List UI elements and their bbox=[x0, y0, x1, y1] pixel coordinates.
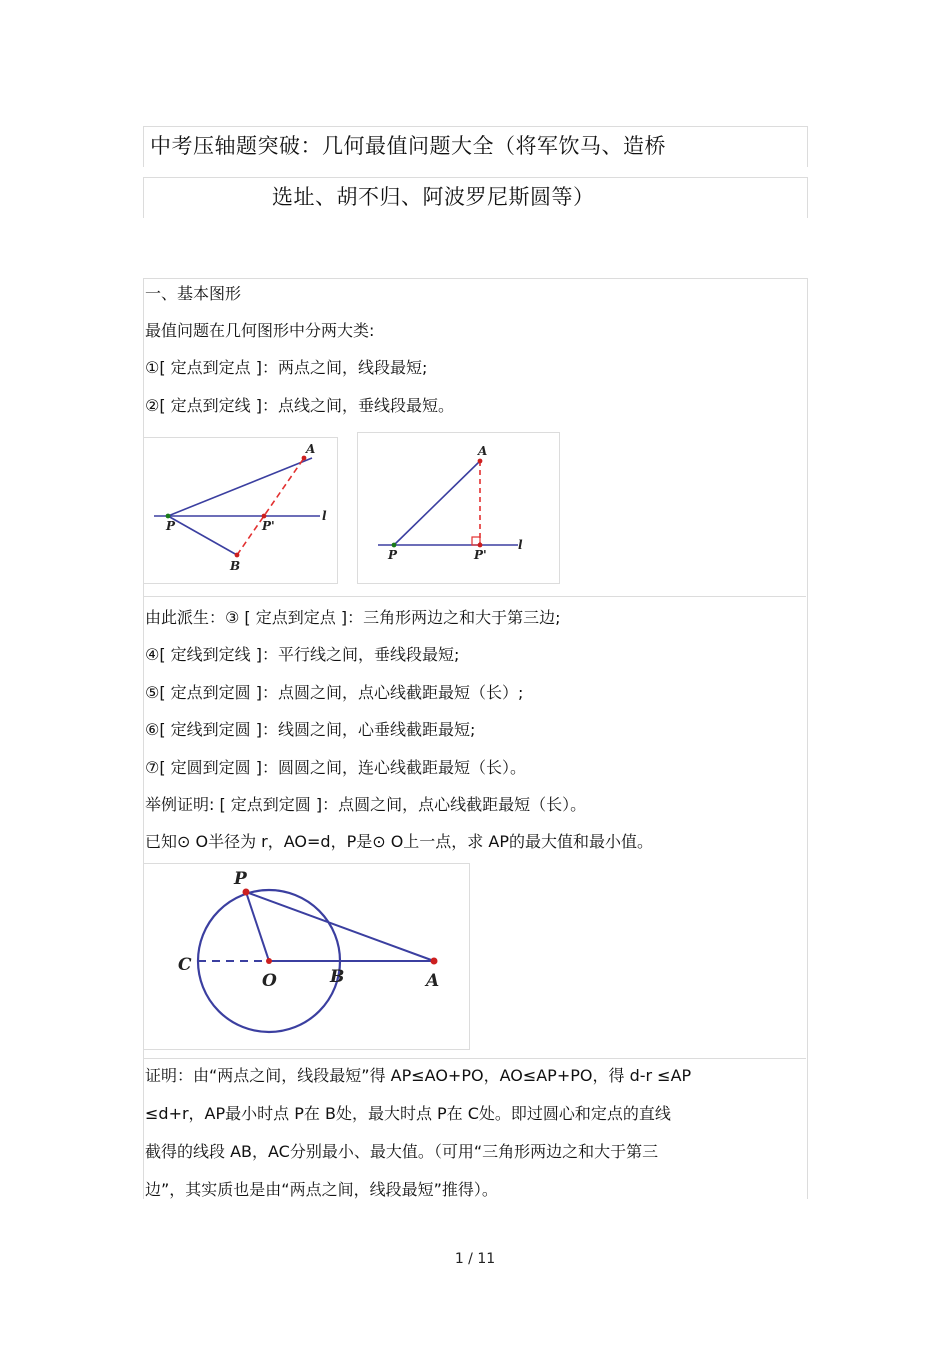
proof-line-3: 截得的线段 AB，AC分别最小、最大值。（可用“三角形两边之和大于第三 bbox=[145, 1142, 659, 1161]
derived-item-4: ④[ 定线到定线 ]：平行线之间，垂线段最短; bbox=[145, 645, 460, 664]
proof-line-2: ≤d+r，AP最小时点 P在 B处，最大时点 P在 C处。即过圆心和定点的直线 bbox=[145, 1104, 671, 1123]
figure-perpendicular-segment bbox=[357, 432, 560, 584]
label-line-l: l bbox=[322, 509, 327, 523]
label-p: P bbox=[166, 519, 176, 533]
section-intro: 最值问题在几何图形中分两大类: bbox=[145, 321, 375, 340]
label-p: P bbox=[234, 869, 247, 889]
derived-item-3: 由此派生：③ [ 定点到定点 ]：三角形两边之和大于第三边; bbox=[145, 608, 561, 627]
label-p-prime: P' bbox=[262, 519, 275, 533]
title-line-1: 中考压轴题突破：几何最值问题大全（将军饮马、造桥 bbox=[150, 134, 666, 158]
list-item-1: ①[ 定点到定点 ]：两点之间，线段最短; bbox=[145, 358, 428, 377]
label-p-prime: P' bbox=[474, 548, 487, 562]
label-b: B bbox=[230, 559, 241, 573]
example-line: 举例证明: [ 定点到定圆 ]：点圆之间，点心线截距最短（长）。 bbox=[145, 795, 587, 814]
problem-line: 已知⊙ O半径为 r，AO=d，P是⊙ O上一点，求 AP的最大值和最小值。 bbox=[145, 832, 653, 851]
derived-item-5: ⑤[ 定点到定圆 ]：点圆之间，点心线截距最短（长）; bbox=[145, 683, 524, 702]
label-c: C bbox=[178, 955, 192, 975]
title-line-2: 选址、胡不归、阿波罗尼斯圆等） bbox=[272, 185, 595, 209]
proof-paragraph bbox=[145, 1057, 810, 1209]
section-heading: 一、基本图形 bbox=[145, 284, 242, 303]
label-a: A bbox=[478, 444, 488, 458]
proof-line-1: 证明：由“两点之间，线段最短”得 AP≤AO+PO，AO≤AP+PO，得 d-r ≤AP bbox=[145, 1066, 692, 1085]
derived-item-6: ⑥[ 定线到定圆 ]：线圆之间，心垂线截距最短; bbox=[145, 720, 476, 739]
label-b: B bbox=[330, 967, 345, 987]
list-item-2: ②[ 定点到定线 ]：点线之间，垂线段最短。 bbox=[145, 396, 455, 415]
figure-shortest-segment bbox=[143, 437, 338, 584]
figure-point-to-circle bbox=[143, 863, 470, 1050]
label-o: O bbox=[262, 971, 277, 991]
derived-box bbox=[143, 596, 806, 598]
label-p: P bbox=[388, 548, 398, 562]
label-a: A bbox=[426, 971, 440, 991]
label-line-l: l bbox=[518, 538, 523, 552]
label-a: A bbox=[306, 442, 316, 456]
derived-item-7: ⑦[ 定圆到定圆 ]：圆圆之间，连心线截距最短（长）。 bbox=[145, 758, 527, 777]
page-number: 1 / 11 bbox=[454, 1251, 496, 1267]
proof-line-4: 边”，其实质也是由“两点之间，线段最短”推得）。 bbox=[145, 1180, 498, 1199]
